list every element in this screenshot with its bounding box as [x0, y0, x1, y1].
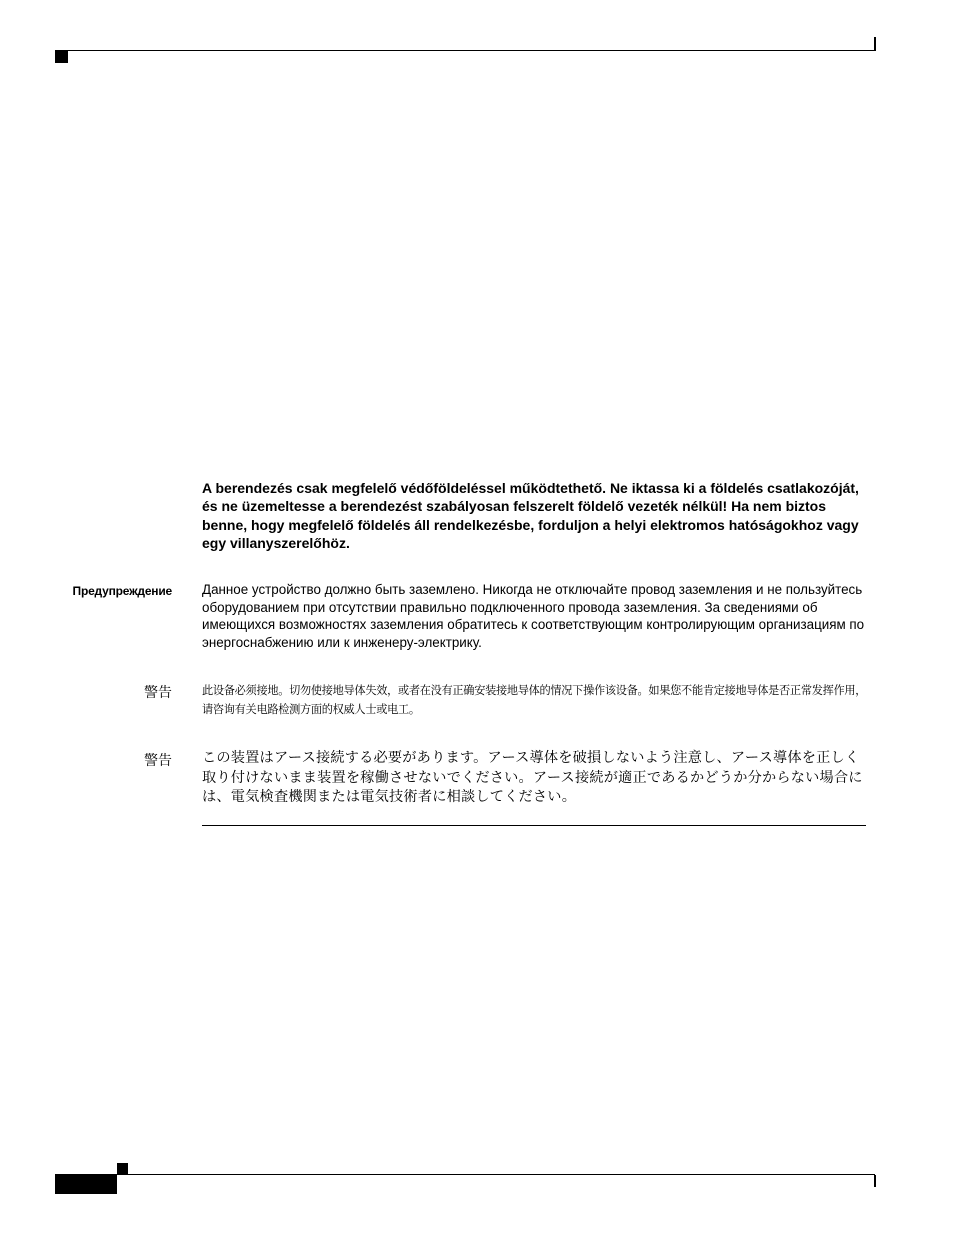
header-tick-mark	[874, 37, 876, 51]
warning-label-chinese: 警告	[144, 684, 172, 700]
header-rule	[68, 50, 875, 51]
warning-label-russian: Предупреждение	[72, 584, 172, 598]
warning-text-hungarian: A berendezés csak megfelelő védőföldeléssel működtethető. Ne iktassa ki a földelés csatlakozóját, és ne üzemeltesse a berendezést szabályosan felszerelt földelő vezeték nélkül! Ha nem biztos benne, hogy megfelelő földelés áll rendelkezésbe, forduljon a helyi elektromos hatóságokhoz vagy egy villanyszerelőhöz.	[202, 480, 859, 551]
section-end-rule	[202, 825, 866, 826]
warning-text-chinese: 此设备必须接地。切勿使接地导体失效，或者在没有正确安装接地导体的情况下操作该设备。如果您不能肯定接地导体是否正常发挥作用，请咨询有关电路检测方面的权威人士或电工。	[202, 685, 867, 716]
footer-rule	[117, 1174, 875, 1175]
footer-page-tab	[55, 1174, 117, 1194]
warning-label-japanese: 警告	[144, 752, 172, 768]
warning-text-japanese: この装置はアース接続する必要があります。アース導体を破損しないよう注意し、アース導体を正しく取り付けないまま装置を稼働させないでください。アース接続が適正であるかどうか分からない場合には、電気検査機関または電気技術者に相談してください。	[202, 750, 863, 806]
warning-text-russian: Данное устройство должно быть заземлено. Никогда не отключайте провод заземления и не пользуйтесь оборудованием при отсутствии правильно подключенного провода заземления. За сведениями об имеющихся возможностях заземления обратитесь к соответствующим контролирующим организациям по энергоснабжению или к инженеру-электрику.	[202, 582, 865, 650]
footer-tick-mark	[874, 1175, 876, 1187]
footer-corner-mark	[117, 1163, 128, 1174]
header-corner-mark	[55, 50, 68, 63]
